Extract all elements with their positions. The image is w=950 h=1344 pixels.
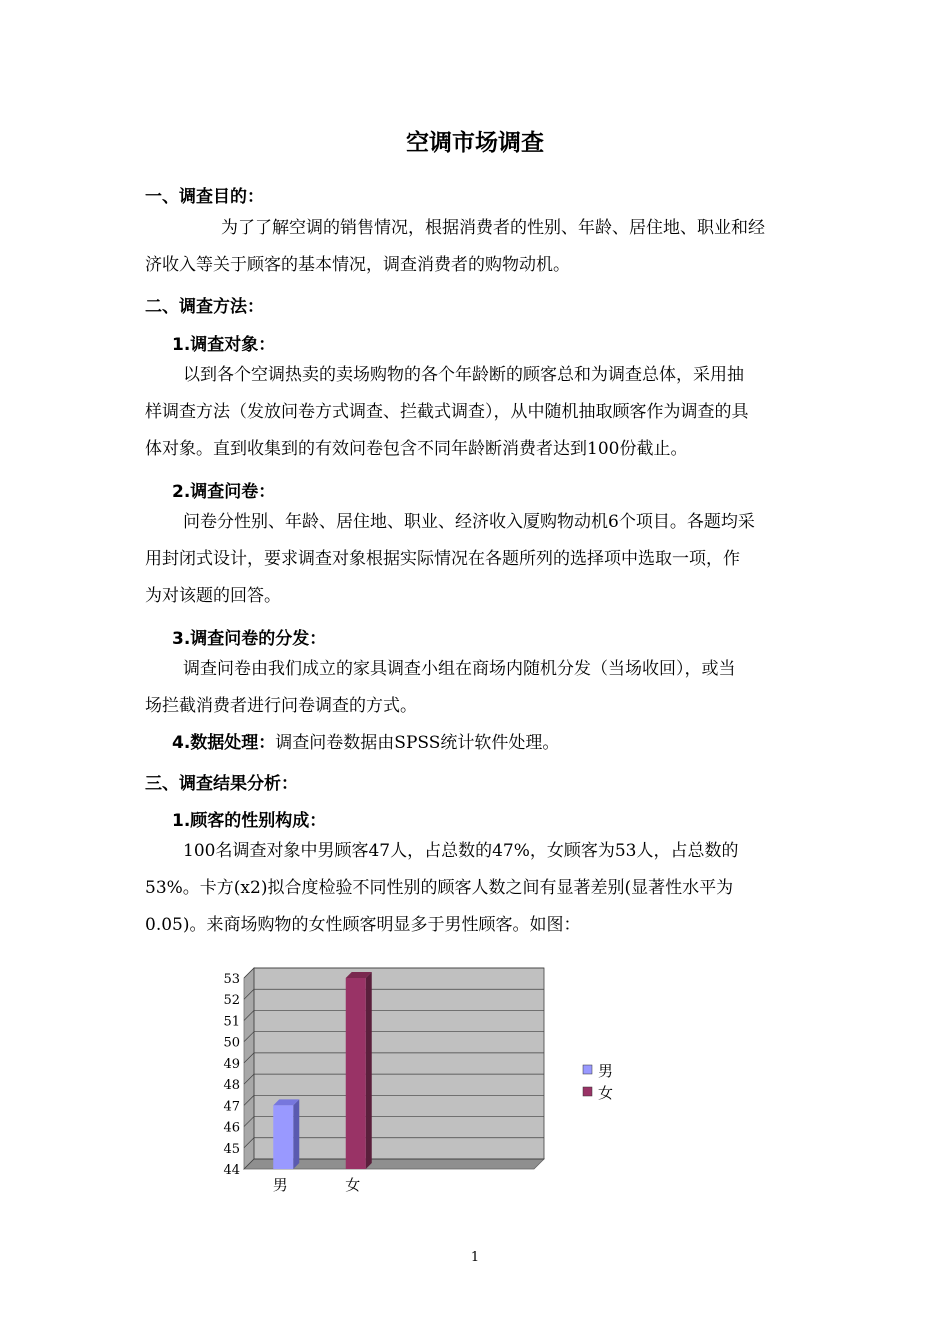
gender-bar-chart bbox=[214, 962, 634, 1200]
y-tick-label: 48 bbox=[223, 1078, 240, 1094]
bar-side bbox=[366, 972, 372, 1169]
legend-label: 女 bbox=[598, 1084, 614, 1102]
document-title: 空调市场调查 bbox=[406, 130, 544, 156]
y-tick-label: 52 bbox=[223, 993, 240, 1009]
section-heading-results: 三、调查结果分析： bbox=[145, 774, 298, 794]
paragraph-line: 为对该题的回答。 bbox=[145, 586, 281, 606]
bar-side bbox=[293, 1099, 299, 1169]
y-tick-label: 53 bbox=[223, 972, 240, 987]
y-tick-label: 49 bbox=[223, 1056, 240, 1072]
paragraph-line: 为了了解空调的销售情况，根据消费者的性别、年龄、居住地、职业和经 bbox=[221, 218, 765, 238]
y-tick-label: 46 bbox=[223, 1120, 240, 1136]
paragraph-processing bbox=[172, 725, 807, 762]
paragraph-distribution bbox=[145, 651, 807, 725]
legend-swatch bbox=[583, 1087, 592, 1096]
subheading-distribution: 3.调查问卷的分发： bbox=[172, 629, 327, 649]
paragraph-subject bbox=[145, 357, 807, 468]
section-heading-method: 二、调查方法： bbox=[145, 297, 264, 317]
legend-swatch bbox=[583, 1065, 592, 1074]
paragraph-line: 体对象。直到收集到的有效问卷包含不同年龄断消费者达到100份截止。 bbox=[145, 439, 688, 459]
x-tick-label: 男 bbox=[272, 1176, 288, 1194]
paragraph-questionnaire bbox=[145, 504, 807, 615]
paragraph-line: 用封闭式设计，要求调查对象根据实际情况在各题所列的选择项中选取一项，作 bbox=[145, 549, 740, 569]
bar bbox=[346, 978, 366, 1169]
paragraph-line: 样调查方法（发放问卷方式调查、拦截式调查），从中随机抽取顾客作为调查的具 bbox=[145, 402, 749, 422]
bar bbox=[273, 1105, 293, 1169]
paragraph-line: 问卷分性别、年龄、居住地、职业、经济收入厦购物动机6个项目。各题均采 bbox=[183, 512, 755, 532]
y-tick-label: 44 bbox=[223, 1163, 240, 1178]
paragraph-line: 53%。卡方(x2)拟合度检验不同性别的顾客人数之间有显著差别(显著性水平为 bbox=[145, 878, 734, 898]
paragraph-line: 场拦截消费者进行问卷调查的方式。 bbox=[145, 696, 417, 716]
subheading-gender: 1.顾客的性别构成： bbox=[172, 811, 327, 831]
paragraph-line: 济收入等关于顾客的基本情况，调查消费者的购物动机。 bbox=[145, 255, 570, 275]
paragraph-line bbox=[172, 725, 807, 762]
section-heading-purpose: 一、调查目的： bbox=[145, 187, 264, 207]
subheading-questionnaire: 2.调查问卷： bbox=[172, 482, 276, 502]
paragraph-purpose bbox=[145, 210, 807, 284]
x-tick-label: 女 bbox=[345, 1176, 361, 1194]
paragraph-line: 100名调查对象中男顾客47人，占总数的47%，女顾客为53人，占总数的 bbox=[183, 841, 739, 861]
y-tick-label: 51 bbox=[223, 1014, 240, 1030]
subheading-subject: 1.调查对象： bbox=[172, 335, 276, 355]
y-tick-label: 50 bbox=[223, 1035, 240, 1051]
paragraph-line: 0.05)。来商场购物的女性顾客明显多于男性顾客。如图： bbox=[145, 915, 581, 935]
subheading-processing: 4.数据处理： bbox=[172, 733, 276, 753]
paragraph-line: 以到各个空调热卖的卖场购物的各个年龄断的顾客总和为调查总体，采用抽 bbox=[183, 365, 744, 385]
processing-text: 调查问卷数据由SPSS统计软件处理。 bbox=[275, 733, 560, 753]
paragraph-line: 调查问卷由我们成立的家具调查小组在商场内随机分发（当场收回），或当 bbox=[183, 659, 736, 679]
y-tick-label: 47 bbox=[223, 1099, 240, 1115]
legend-label: 男 bbox=[598, 1062, 614, 1080]
paragraph-gender bbox=[145, 833, 807, 944]
page-number: 1 bbox=[470, 1250, 480, 1265]
y-tick-label: 45 bbox=[223, 1141, 240, 1157]
